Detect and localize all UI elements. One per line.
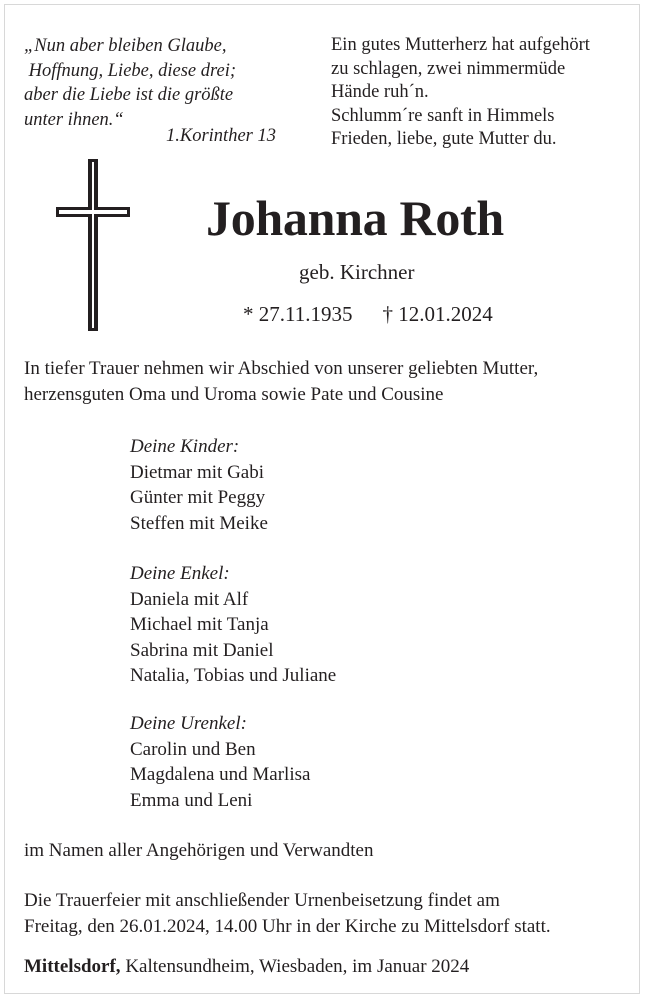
funeral-line: Die Trauerfeier mit anschließender Urnenbeisetzung findet am [24,890,500,911]
poem [331,34,590,152]
poem-line: Hände ruh´n. [331,82,429,102]
funeral-info [24,888,551,940]
intro-text [24,356,538,408]
quote-line: Hoffnung, Liebe, diese drei; [24,60,237,81]
quote-line: unter ihnen.“ [24,109,124,130]
maiden-name: geb. Kirchner [299,260,415,284]
list-item: Carolin und Ben [130,738,256,760]
list-item: Magdalena und Marlisa [130,764,311,785]
great-grandchildren-heading: Deine Urenkel: [130,713,247,734]
footer-place: Mittelsdorf, [24,956,121,977]
life-dates [243,302,493,327]
poem-line: zu schlagen, zwei nimmermüde [331,58,566,79]
list-item: Daniela mit Alf [130,588,249,610]
quote-line: „Nun aber bleiben Glaube, [24,36,227,56]
quote-reference: 1.Korinther 13 [166,126,276,146]
death-date: † 12.01.2024 [382,302,493,326]
grandchildren-list [130,561,336,689]
poem-line: Ein gutes Mutterherz hat aufgehört [331,35,590,55]
poem-line: Schlumm´re sanft in Himmels [331,105,555,126]
grandchildren-heading: Deine Enkel: [130,563,230,584]
closing-text: im Namen aller Angehörigen und Verwandten [24,840,374,861]
list-item: Dietmar mit Gabi [130,461,265,483]
funeral-line: Freitag, den 26.01.2024, 14.00 Uhr in der Kirche zu Mittelsdorf statt. [24,916,551,937]
bible-quote [24,34,236,132]
list-item: Steffen mit Meike [130,512,268,534]
list-item: Sabrina mit Daniel [130,639,274,661]
quote-line: aber die Liebe ist die größte [24,85,234,105]
intro-line: In tiefer Trauer nehmen wir Abschied von unserer geliebten Mutter, [24,358,539,379]
footer-place-date [24,954,469,980]
children-list [130,434,268,536]
deceased-name: Johanna Roth [206,190,504,246]
list-item: Michael mit Tanja [130,614,269,635]
great-grandchildren-list [130,711,310,813]
birth-date: * 27.11.1935 [243,302,353,326]
children-heading: Deine Kinder: [130,436,240,457]
intro-line: herzensguten Oma und Uroma sowie Pate und Cousine [24,384,444,405]
list-item: Günter mit Peggy [130,487,266,508]
list-item: Natalia, Tobias und Juliane [130,665,337,686]
footer-rest: Kaltensundheim, Wiesbaden, im Januar 2024 [120,956,470,977]
poem-line: Frieden, liebe, gute Mutter du. [331,129,557,149]
list-item: Emma und Leni [130,789,253,811]
cross-icon [56,159,130,331]
